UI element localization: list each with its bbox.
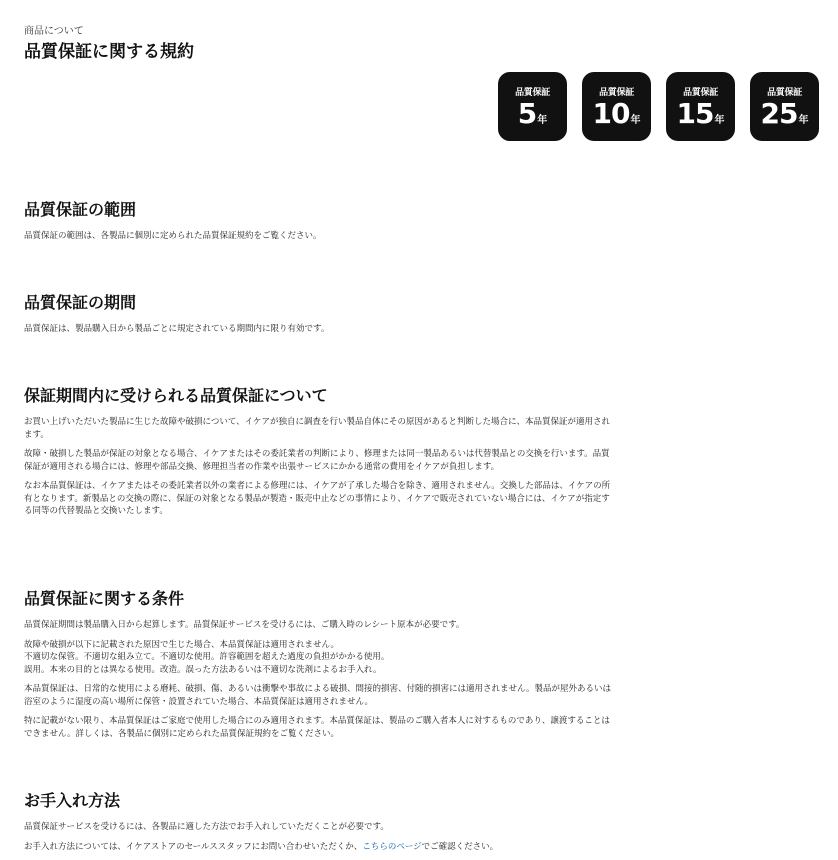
care-text-before: お手入れ方法については、イケアストアのセールススタッフにお問い合わせいただくか、 xyxy=(24,841,363,852)
section-text: 本品質保証は、日常的な使用による磨耗、破損、傷、あるいは衝撃や事故による破損、間接的損害、付随的損害には適用されません。製品が屋外あるいは浴室のように湿度の高い場所に保管・設置されていた場合、本品質保証は適用されません。 xyxy=(24,684,612,707)
badge-label: 品質保証 xyxy=(683,87,718,98)
badge-number: 5 xyxy=(517,96,537,130)
badge-number: 15 xyxy=(676,96,714,130)
badge-number: 25 xyxy=(760,96,798,130)
section-heading: お手入れ方法 xyxy=(24,791,121,810)
badge-unit: 年 xyxy=(630,114,641,126)
badge-label: 品質保証 xyxy=(515,87,550,98)
care-text-after: でご確認ください。 xyxy=(421,841,499,852)
badge-number: 10 xyxy=(592,96,630,130)
badge-unit: 年 xyxy=(714,114,725,126)
section-text: 品質保証の範囲は、各製品に個別に定められた品質保証規約をご覧ください。 xyxy=(24,231,322,241)
section-text: 品質保証は、製品購入日から製品ごとに規定されている期間内に限り有効です。 xyxy=(24,324,330,334)
warranty-badge-10 xyxy=(582,72,651,141)
section-text: 品質保証サービスを受けるには、各製品に適した方法でお手入れしていただくことが必要です。 xyxy=(24,822,389,832)
care-page-link[interactable]: こちらのページ xyxy=(362,841,422,852)
section-text: 故障・破損した製品が保証の対象となる場合、イケアまたはその委託業者の判断により、修理または同一製品あるいは代替製品との交換を行います。品質保証が適用される場合には、修理や部品交換、修理担当者の作業や出張サービスにかかる通常の費用をイケアが負担します。 xyxy=(24,449,610,472)
badge-value xyxy=(760,96,809,130)
badge-label: 品質保証 xyxy=(599,87,634,98)
exclusion-line: 誤用。本来の目的とは異なる使用。改造。誤った方法あるいは不適切な洗剤によるお手入れ。 xyxy=(24,664,382,675)
section-text: なお本品質保証は、イケアまたはその委託業者以外の業者による修理には、イケアが了承した場合を除き、適用されません。交換した部品は、イケアの所有となります。新製品との交換の際に、保証の対象となる製品が製造・販売中止などの事情により、イケアで販売されていない場合には、イケアが指定する同等の代替製品と交換いたします。 xyxy=(24,481,611,516)
badge-value xyxy=(517,96,548,130)
section-scope xyxy=(24,200,614,250)
breadcrumb: 商品について xyxy=(24,26,84,37)
section-care xyxy=(24,791,614,860)
badge-value xyxy=(676,96,725,130)
section-heading: 品質保証の範囲 xyxy=(24,200,137,219)
section-text-with-link xyxy=(24,841,614,854)
warranty-badge-25 xyxy=(750,72,819,141)
exclusion-line: 故障や破損が以下に記載された原因で生じた場合、本品質保証は適用されません。 xyxy=(24,639,340,650)
badge-unit: 年 xyxy=(537,114,548,126)
section-conditions xyxy=(24,589,614,747)
badge-label: 品質保証 xyxy=(767,87,802,98)
exclusion-line: 不適切な保管。不適切な組み立て。不適切な使用。許容範囲を超えた過度の負担がかかる使用。 xyxy=(24,652,390,662)
warranty-badge-5 xyxy=(498,72,567,141)
exclusion-list xyxy=(24,639,614,677)
badge-value xyxy=(592,96,641,130)
badge-unit: 年 xyxy=(798,114,809,126)
section-coverage xyxy=(24,386,614,525)
warranty-badge-15 xyxy=(666,72,735,141)
section-text: お買い上げいただいた製品に生じた故障や破損について、イケアが独自に調査を行い製品自体にその原因があると判断した場合に、本品質保証が適用されます。 xyxy=(24,417,610,440)
section-heading: 品質保証に関する条件 xyxy=(24,589,185,608)
section-heading: 保証期間内に受けられる品質保証について xyxy=(24,386,328,405)
section-text: 品質保証期間は製品購入日から起算します。品質保証サービスを受けるには、ご購入時のレシート原本が必要です。 xyxy=(24,620,465,630)
section-heading: 品質保証の期間 xyxy=(24,293,137,312)
section-text: 特に記載がない限り、本品質保証はご家庭で使用した場合にのみ適用されます。本品質保証は、製品のご購入者本人に対するものであり、譲渡することはできません。詳しくは、各製品に個別に定められた品質保証規約をご覧ください。 xyxy=(24,716,610,739)
warranty-badges xyxy=(498,72,819,141)
section-period xyxy=(24,293,614,343)
page-title: 品質保証に関する規約 xyxy=(24,42,194,62)
